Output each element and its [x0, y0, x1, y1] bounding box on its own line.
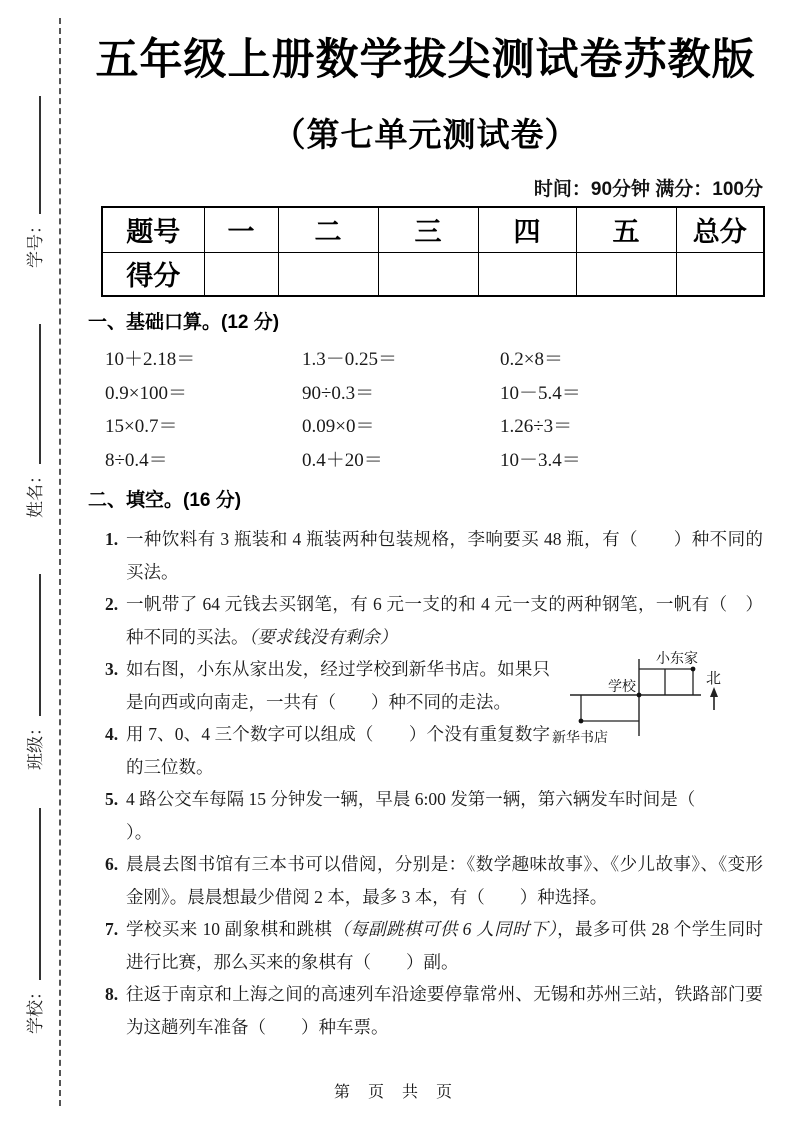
- exam-content: [88, 0, 763, 1043]
- score-cell: [378, 252, 478, 296]
- section2-heading: 二、填空。(16 分): [88, 490, 242, 511]
- score-cell: [478, 252, 576, 296]
- fill-item-7: [88, 913, 763, 978]
- score-header-cell: 总分: [676, 207, 764, 252]
- sidebar-field-class: [21, 565, 53, 770]
- item-number: 3.: [105, 659, 119, 679]
- score-header-cell: 三: [378, 207, 478, 252]
- score-header-cell: 题号: [102, 207, 204, 252]
- item-number: 4.: [105, 724, 119, 744]
- bookstore-point: [579, 719, 584, 724]
- north-label: 北: [706, 670, 722, 687]
- score-cell: [676, 252, 764, 296]
- item-text: 一帆带了 64 元钱去买钢笔，有 6 元一支的和 4 元一支的两种钢笔，一帆有（ ）种不同的买法。: [126, 594, 763, 647]
- class-label: 班级：: [26, 719, 45, 770]
- fill-in-items: [88, 523, 763, 1043]
- name-label: 姓名：: [26, 467, 45, 518]
- score-row-label: 得分: [102, 252, 204, 296]
- problem: 10＋2.18＝: [105, 349, 196, 371]
- school-point: [637, 693, 642, 698]
- score-header-cell: 一: [204, 207, 278, 252]
- item-number: 6.: [105, 854, 119, 874]
- problem: 90÷0.3＝: [302, 382, 375, 404]
- page-subtitle: （第七单元测试卷）: [272, 116, 579, 153]
- item-note: （要求钱没有剩余）: [248, 626, 398, 647]
- item-number: 8.: [105, 984, 119, 1004]
- item-number: 7.: [105, 919, 119, 939]
- score-header-cell: 四: [478, 207, 576, 252]
- oral-calculation-grid: [105, 341, 763, 475]
- score-table-score-row: [102, 252, 764, 296]
- item-text: 用 7、0、4 三个数字可以组成（ ）个没有重复数字的三位数。: [126, 724, 550, 777]
- score-table-header-row: [102, 207, 764, 252]
- score-header-cell: 二: [278, 207, 378, 252]
- school-label: 学校：: [26, 983, 45, 1034]
- sidebar-field-school: [21, 797, 53, 1034]
- item-text: 一种饮料有 3 瓶装和 4 瓶装两种包装规格，李响要买 48 瓶，有（ ）种不同的买法。: [126, 529, 763, 582]
- problem: 8÷0.4＝: [105, 449, 168, 471]
- item-text: 4 路公交车每隔 15 分钟发一辆，早晨 6:00 发第一辆，第六辆发车时间是（: [126, 789, 696, 809]
- item-note: （每副跳棋可供 6 人同时下）: [332, 919, 558, 939]
- score-header-cell: 五: [576, 207, 676, 252]
- score-table: [101, 206, 765, 297]
- home-label: 小东家: [656, 650, 698, 666]
- exam-meta: 时间：90分钟 满分：100分: [533, 179, 763, 200]
- problem: 0.4＋20＝: [302, 449, 383, 471]
- fill-item-2: [88, 588, 763, 653]
- item-number: 5.: [105, 789, 119, 809]
- section1-heading: 一、基础口算。(12 分): [88, 312, 280, 333]
- item-number: 2.: [105, 594, 119, 614]
- route-map-diagram: [548, 646, 733, 754]
- item-text: 如右图，小东从家出发，经过学校到新华书店。如果只是向西或向南走，一共有（ ）种不同的走法。: [126, 659, 550, 712]
- fill-item-1: [88, 523, 763, 588]
- fill-item-8: [88, 978, 763, 1043]
- home-point: [691, 667, 696, 672]
- sidebar-field-name: [21, 315, 53, 518]
- problem: 1.3－0.25＝: [302, 349, 398, 371]
- student-number-label: 学号：: [26, 217, 45, 268]
- student-number-blank-line: [27, 96, 41, 214]
- item-text: 晨晨去图书馆有三本书可以借阅，分别是：《数学趣味故事》、《少儿故事》、《变形金刚》。晨晨想最少借阅 2 本，最多 3 本，有（ ）种选择。: [126, 854, 763, 907]
- problem: 0.09×0＝: [302, 416, 375, 438]
- school-blank-line: [27, 808, 41, 980]
- item-text: ，最多可供 28 个学生同时进行比赛，那么买来的象棋有（ ）副。: [126, 919, 764, 972]
- page-title: 五年级上册数学拔尖测试卷苏教版: [95, 36, 756, 84]
- problem: 0.2×8＝: [500, 349, 563, 371]
- north-arrow-head: [710, 687, 718, 697]
- bookstore-label: 新华书店: [552, 729, 608, 745]
- problem: 0.9×100＝: [105, 382, 187, 404]
- problem: 1.26÷3＝: [500, 416, 573, 438]
- fill-item-6: [88, 848, 763, 913]
- score-cell: [278, 252, 378, 296]
- class-blank-line: [27, 574, 41, 716]
- fill-item-5: [88, 783, 763, 848]
- item-number: 1.: [105, 529, 119, 549]
- items-with-diagram: [88, 650, 763, 783]
- sidebar-field-student-number: [21, 85, 53, 268]
- page-footer: 第 页 共 页: [333, 1084, 459, 1101]
- item-text: 往返于南京和上海之间的高速列车沿途要停靠常州、无锡和苏州三站，铁路部门要为这趟列车准备（ ）种车票。: [126, 984, 763, 1037]
- item-text: 学校买来 10 副象棋和跳棋: [126, 919, 333, 939]
- school-label: 学校: [608, 678, 636, 694]
- score-cell: [204, 252, 278, 296]
- seal-dashed-line: [59, 18, 61, 1106]
- item-text-continued: ）。: [126, 821, 153, 842]
- problem: 10－5.4＝: [500, 382, 581, 404]
- name-blank-line: [27, 324, 41, 464]
- problem: 15×0.7＝: [105, 416, 178, 438]
- score-cell: [576, 252, 676, 296]
- problem: 10－3.4＝: [500, 449, 581, 471]
